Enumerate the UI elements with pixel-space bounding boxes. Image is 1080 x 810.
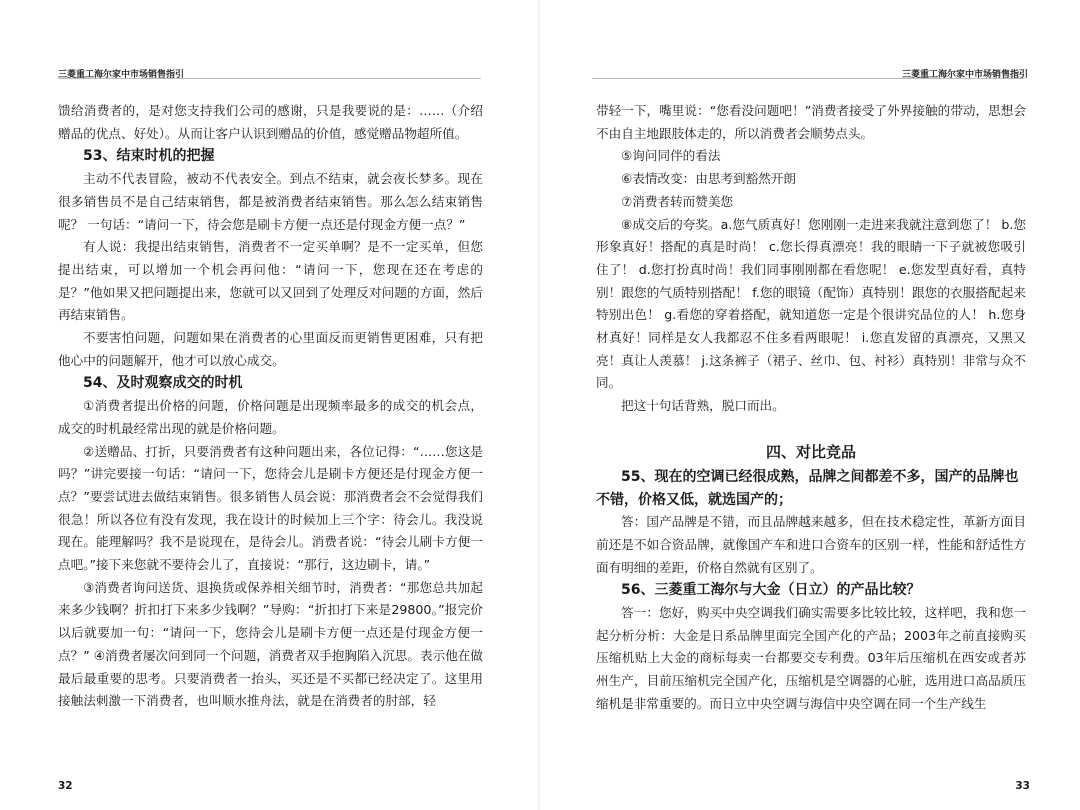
page-number-right: 33: [1015, 780, 1030, 792]
section-heading-53: 53、结束时机的把握: [83, 148, 215, 165]
paragraph: 馈给消费者的，是对您支持我们公司的感谢，只是我要说的是：……（介绍赠品的优点、好处）。从而让客户认识到赠品的价值，感觉赠品物超所值。: [58, 103, 483, 141]
paragraph: 不要害怕问题，问题如果在消费者的心里面反而更销售更困难，只有把他心中的问题解开，他才可以放心成交。: [58, 330, 483, 368]
page-number-left: 32: [58, 780, 73, 792]
answer-paragraph: 答：国产品牌是不错，而且品牌越来越多，但在技术稳定性，革新方面目前还是不如合资品牌，就像国产车和进口合资车的区别一样，性能和舒适性方面有明细的差距，价格自然就有区别了。: [596, 514, 1026, 575]
paragraph: ③消费者询问送货、退换货或保养相关细节时，消费者：“那您总共加起来多少钱啊？折扣打下来多少钱啊？”导购：“折扣打下来是29800。”报完价以后就要加一句：“请问一下，您待会儿是刷卡方便一点还是付现金方便一点？” ④消费者屡次问到同一个问题，消费者双手抱胸陷入沉思。表示他在做最后最重要的思考。只要消费者一抬头，买还是不买都已经决定了。这里用接触法刺激一下消费者，也叫顺水推舟法，就是在消费者的肘部，轻: [58, 579, 483, 709]
paragraph: ②送赠品、打折，只要消费者有这种问题出来，各位记得：“……您这是吗？”讲完要接一句话：“请问一下，您待会儿是刷卡方便还是付现金方便一点？”要尝试进去做结束销售。很多销售人员会说：那消费者会不会觉得我们很急！所以各位有没有发现，我在设计的时候加上三个字：待会儿。我没说现在。能理解吗？我不是说现在，是待会儿。消费者说：“待会儿刷卡方便一点吧。”接下来您就不要待会儿了，直接说：“那行，这边刷卡，请。”: [58, 443, 483, 573]
section-heading-54: 54、及时观察成交的时机: [83, 375, 243, 392]
question-heading-56: 56、三菱重工海尔与大金（日立）的产品比较？: [621, 582, 921, 599]
section-title: 四、对比竞品: [765, 442, 856, 461]
running-header-right: 三菱重工海尔家中市场销售指引: [901, 70, 1028, 80]
paragraph: 带轻一下，嘴里说：“您看没问题吧！”消费者接受了外界接触的带动，思想会不由自主地跟肢体走的，所以消费者会顺势点头。: [596, 103, 1026, 141]
paragraph: 把这十句话背熟，脱口而出。: [621, 398, 785, 414]
header-rule-left: [58, 78, 481, 79]
running-header-left: 三菱重工海尔家中市场销售指引: [58, 70, 185, 80]
paragraph: ①消费者提出价格的问题，价格问题是出现频率最多的成交的机会点，成交的时机最经常出现的就是价格问题。: [58, 398, 483, 436]
right-page-body: [596, 100, 1026, 716]
list-item: ⑤询问同伴的看法: [621, 148, 721, 164]
answer-paragraph: 答一：您好，购买中央空调我们确实需要多比较比较，这样吧，我和您一起分析分析：大金是日系品牌里面完全国产化的产品；2003年之前直接购买压缩机贴上大金的商标每卖一台都要交专利费。03年后压缩机在西安或者苏州生产，目前压缩机完全国产化，压缩机是空调器的心脏，选用进口高品质压缩机是非常重要的。而日立中央空调与海信中央空调在同一个生产线生: [596, 605, 1026, 711]
paragraph: 主动不代表冒险，被动不代表安全。到点不结束，就会夜长梦多。现在很多销售员不是自己结束销售，都是被消费者结束销售。那么怎么结束销售呢？ 一句话：“请问一下，待会您是刷卡方便一点还是付现金方便一点？”: [58, 171, 483, 232]
question-heading-55: 55、现在的空调已经很成熟，品牌之间都差不多，国产的品牌也不错，价格又低，就选国产的；: [596, 468, 1019, 508]
left-page-body: [58, 100, 483, 713]
list-item: ⑥表情改变：由思考到豁然开朗: [621, 171, 797, 187]
right-page: [540, 0, 1080, 810]
list-item: ⑧成交后的夸奖。a.您气质真好！您刚刚一走进来我就注意到您了！ b.您形象真好！搭配的真是时尚！ c.您长得真漂亮！我的眼睛一下子就被您吸引住了！ d.您打扮真时尚！我们同事刚刚都在看您呢！ e.您发型真好看，真特别！跟您的气质特别搭配！ f.您的眼镜（配饰）真特别！跟您的衣服搭配起来特别出色！ g.看您的穿着搭配，就知道您一定是个很讲究品位的人！ h.您身材真好！同样是女人我都忍不住多看两眼呢！ i.您直发留的真漂亮，又黑又亮！真让人羡慕！ j.这条裤子（裙子、丝巾、包、衬衫）真特别！非常与众不同。: [596, 216, 1026, 391]
list-item: ⑦消费者转而赞美您: [621, 193, 734, 209]
section-spacer: [596, 418, 1026, 438]
header-rule-right: [592, 78, 1025, 79]
paragraph: 有人说：我提出结束销售，消费者不一定买单啊？是不一定买单，但您提出结束，可以增加一个机会再问他：“请问一下，您现在还在考虑的是？”他如果又把问题提出来，您就可以又回到了处理反对问题的方面，然后再结束销售。: [58, 239, 483, 323]
